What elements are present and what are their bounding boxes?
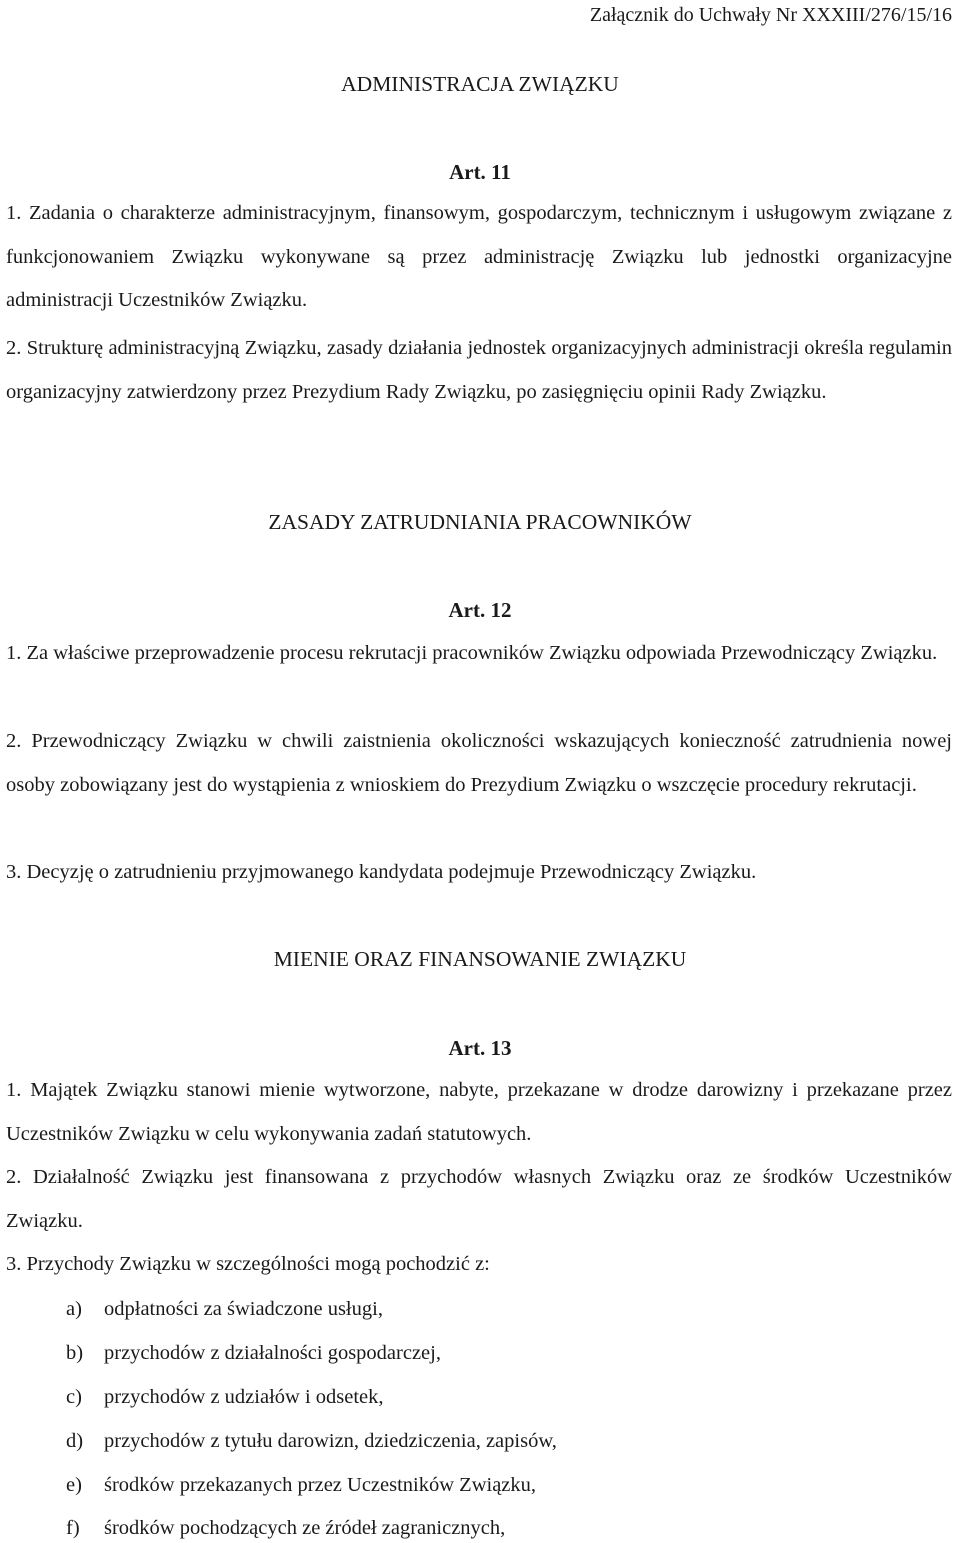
list-item [66, 1470, 926, 1500]
paragraph-number: 1. [6, 1079, 22, 1101]
paragraph-number: 1. [6, 642, 22, 664]
list-text: środków przekazanych przez Uczestników Związku, [104, 1474, 537, 1496]
art13-paragraph-2 [6, 1156, 952, 1243]
list-text: przychodów z tytułu darowizn, dziedziczenia, zapisów, [104, 1430, 557, 1452]
list-marker: d) [66, 1430, 84, 1452]
section-heading-property: MIENIE ORAZ FINANSOWANIE ZWIĄZKU [273, 947, 687, 971]
list-marker: e) [66, 1474, 82, 1496]
art13-paragraph-1 [6, 1069, 952, 1156]
paragraph-text: Przewodniczący Związku w chwili zaistnienia okoliczności wskazujących konieczność zatrudnienia nowej osoby zobowiązany jest do wystąpienia z wnioskiem do Prezydium Związku o wszczęcie procedury rekrutacji. [6, 730, 953, 796]
attachment-note: Załącznik do Uchwały Nr XXXIII/276/15/16 [589, 4, 952, 26]
list-item [66, 1513, 926, 1543]
paragraph-number: 2. [6, 1166, 22, 1188]
section-heading-administration: ADMINISTRACJA ZWIĄZKU [341, 72, 619, 96]
article-13-title: Art. 13 [448, 1036, 512, 1060]
list-text: przychodów z udziałów i odsetek, [104, 1386, 384, 1408]
paragraph-text: Działalność Związku jest finansowana z przychodów własnych Związku oraz ze środków Uczestników Związku. [6, 1166, 953, 1232]
paragraph-number: 1. [6, 202, 22, 224]
art12-paragraph-2 [6, 720, 952, 807]
paragraph-text: Decyzję o zatrudnieniu przyjmowanego kandydata podejmuje Przewodniczący Związku. [26, 861, 757, 883]
list-text: środków pochodzących ze źródeł zagranicznych, [104, 1517, 506, 1539]
list-item [66, 1294, 926, 1324]
list-text: przychodów z działalności gospodarczej, [104, 1342, 441, 1364]
paragraph-text: Zadania o charakterze administracyjnym, finansowym, gospodarczym, technicznym i usługowym związane z funkcjonowaniem Związku wykonywane są przez administrację Związku lub jednostki organizacyjne administracji Uczestników Związku. [6, 202, 952, 311]
paragraph-number: 3. [6, 1253, 22, 1275]
paragraph-text: Strukturę administracyjną Związku, zasady działania jednostek organizacyjnych administracji określa regulamin organizacyjny zatwierdzony przez Prezydium Rady Związku, po zasięgnięciu opinii Rady Związku. [6, 337, 952, 403]
art11-paragraph-1 [6, 192, 952, 323]
list-marker: b) [66, 1342, 84, 1364]
list-item [66, 1426, 926, 1456]
art11-paragraph-2 [6, 327, 952, 414]
paragraph-number: 3. [6, 861, 22, 883]
list-item [66, 1338, 926, 1368]
art13-paragraph-3 [6, 1243, 952, 1287]
paragraph-number: 2. [6, 337, 22, 359]
list-marker: a) [66, 1298, 82, 1320]
list-marker: f) [66, 1517, 80, 1539]
article-11-title: Art. 11 [449, 160, 511, 184]
art12-paragraph-3 [6, 851, 952, 895]
list-marker: c) [66, 1386, 82, 1408]
list-text: odpłatności za świadczone usługi, [104, 1298, 383, 1320]
article-12-title: Art. 12 [448, 598, 512, 622]
paragraph-text: Przychody Związku w szczególności mogą pochodzić z: [26, 1253, 490, 1275]
paragraph-number: 2. [6, 730, 22, 752]
section-heading-employment: ZASADY ZATRUDNIANIA PRACOWNIKÓW [268, 510, 692, 534]
paragraph-text: Za właściwe przeprowadzenie procesu rekrutacji pracowników Związku odpowiada Przewodniczący Związku. [26, 642, 938, 664]
art12-paragraph-1 [6, 632, 952, 676]
paragraph-text: Majątek Związku stanowi mienie wytworzone, nabyte, przekazane w drodze darowizny i przekazane przez Uczestników Związku w celu wykonywania zadań statutowych. [6, 1079, 952, 1145]
list-item [66, 1382, 926, 1412]
